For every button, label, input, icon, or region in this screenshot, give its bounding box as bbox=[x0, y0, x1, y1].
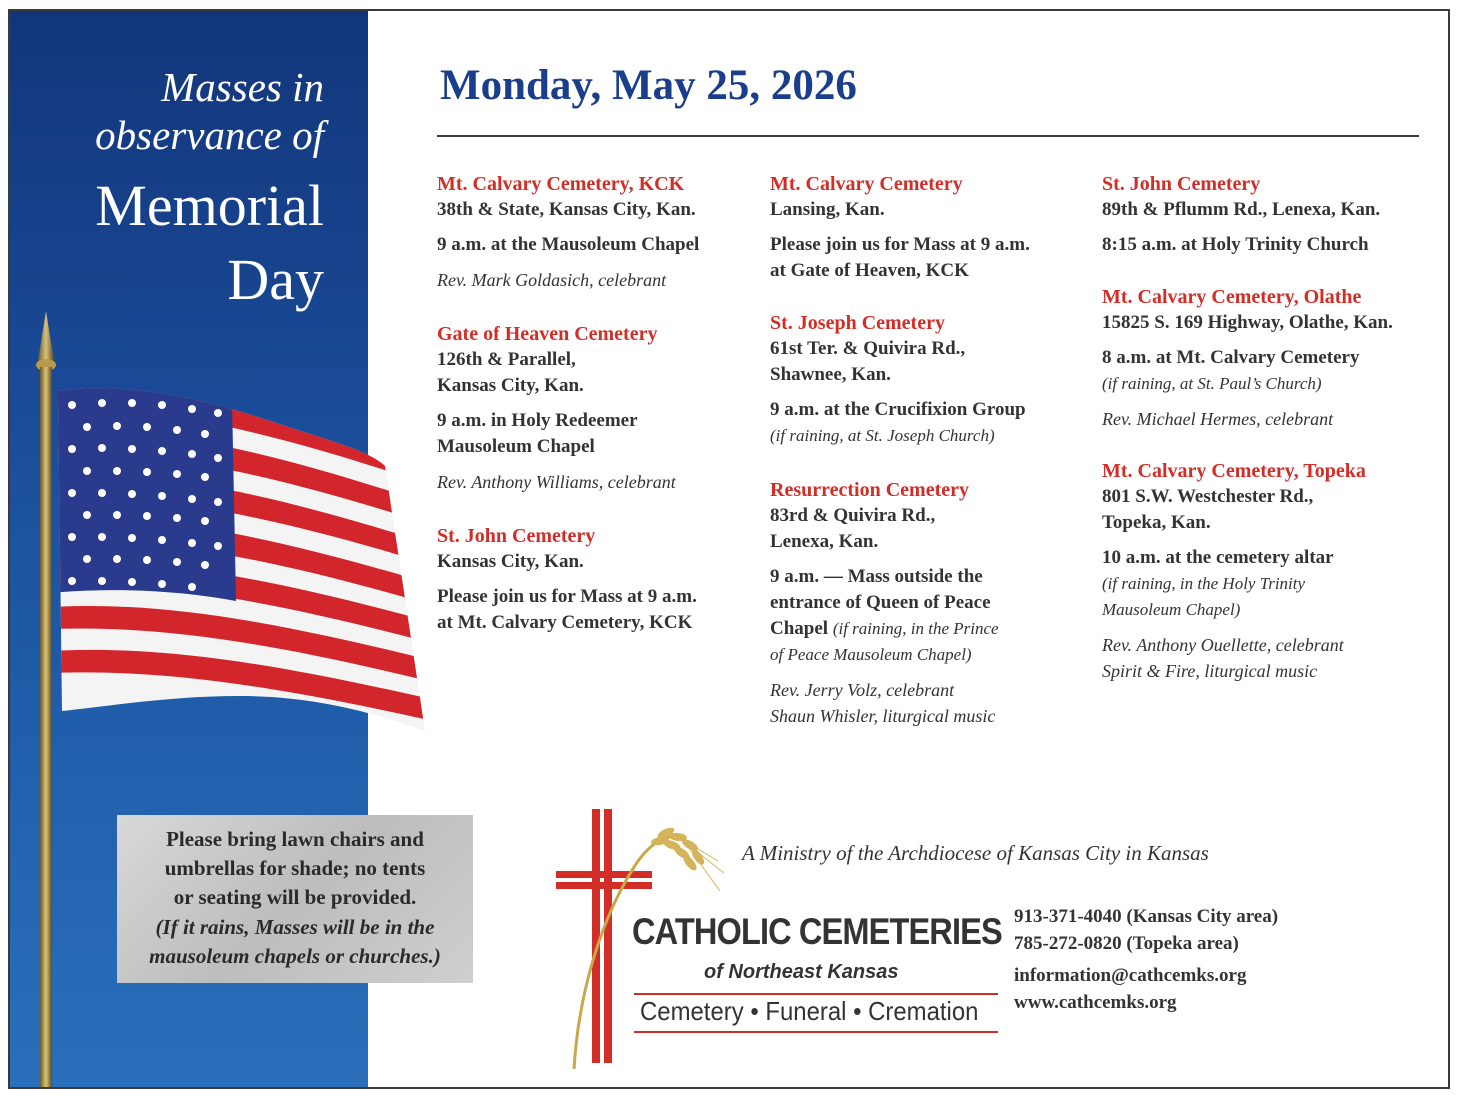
cemetery-entry bbox=[770, 477, 1090, 729]
cemetery-address: Lenexa, Kan. bbox=[770, 531, 879, 552]
memorial-day-ad bbox=[8, 9, 1450, 1089]
headline-line-1: Masses in bbox=[161, 64, 324, 110]
cemetery-name: St. John Cemetery bbox=[437, 525, 596, 547]
notice-line: or seating will be provided. bbox=[173, 885, 417, 909]
mass-time-line: entrance of Queen of Peace bbox=[770, 592, 991, 613]
mass-time-line: at Gate of Heaven, KCK bbox=[770, 260, 969, 281]
notice-line: Please bring lawn chairs and bbox=[166, 827, 424, 851]
cemetery-address: 89th & Pflumm Rd., Lenexa, Kan. bbox=[1102, 199, 1381, 220]
mass-time: 10 a.m. at the cemetery altar bbox=[1102, 547, 1334, 568]
celebrant: Rev. Jerry Volz, celebrant bbox=[770, 680, 955, 700]
headline-memorial: Memorial bbox=[95, 173, 324, 238]
ministry-tagline: A Ministry of the Archdiocese of Kansas City in Kansas bbox=[742, 841, 1209, 865]
flag-pole bbox=[40, 367, 52, 1089]
cemetery-address: Lansing, Kan. bbox=[770, 199, 885, 220]
cemetery-address: Topeka, Kan. bbox=[1102, 512, 1211, 533]
rain-location: of Peace Mausoleum Chapel) bbox=[770, 645, 972, 664]
cemetery-address: 801 S.W. Westchester Rd., bbox=[1102, 486, 1314, 507]
cemetery-name: Resurrection Cemetery bbox=[770, 479, 969, 501]
rain-location: (if raining, at St. Joseph Church) bbox=[770, 426, 995, 445]
celebrant: Rev. Anthony Ouellette, celebrant bbox=[1102, 635, 1344, 655]
logo-rule-bottom bbox=[634, 1031, 998, 1033]
mass-time bbox=[437, 408, 757, 460]
mass-time-line: Please join us for Mass at 9 a.m. bbox=[770, 234, 1030, 255]
mass-time bbox=[437, 584, 757, 636]
cemetery-name: St. Joseph Cemetery bbox=[770, 312, 945, 334]
cemetery-entry bbox=[770, 171, 1090, 284]
cemetery-address: Shawnee, Kan. bbox=[770, 364, 891, 385]
mass-time-line: at Mt. Calvary Cemetery, KCK bbox=[437, 612, 693, 633]
rain-location: Mausoleum Chapel) bbox=[1102, 600, 1241, 619]
cemetery-address: Kansas City, Kan. bbox=[437, 551, 584, 572]
mass-time-line: 9 a.m. in Holy Redeemer bbox=[437, 410, 638, 431]
cemetery-address: 38th & State, Kansas City, Kan. bbox=[437, 199, 696, 220]
org-subtitle: of Northeast Kansas bbox=[704, 961, 899, 983]
mass-time-line bbox=[770, 616, 1090, 642]
cemetery-entry bbox=[437, 523, 757, 636]
phone-kc: 913-371-4040 (Kansas City area) bbox=[1014, 906, 1279, 927]
rain-location: (if raining, at St. Paul’s Church) bbox=[1102, 374, 1322, 393]
email-link[interactable]: information@cathcemks.org bbox=[1014, 965, 1247, 986]
cemetery-name: Mt. Calvary Cemetery, KCK bbox=[437, 173, 685, 195]
divider bbox=[437, 135, 1419, 137]
mass-time-line: 9 a.m. — Mass outside the bbox=[770, 566, 983, 587]
headline-day: Day bbox=[227, 247, 324, 312]
cemetery-entry bbox=[1102, 171, 1422, 258]
cemetery-address: Kansas City, Kan. bbox=[437, 375, 584, 396]
mass-time-bold: Chapel bbox=[770, 618, 833, 639]
music-credit: Shaun Whisler, liturgical music bbox=[770, 706, 996, 726]
cemetery-address: 126th & Parallel, bbox=[437, 349, 576, 370]
mass-time: 8:15 a.m. at Holy Trinity Church bbox=[1102, 234, 1369, 255]
cemetery-entry bbox=[1102, 458, 1422, 684]
org-services: Cemetery • Funeral • Cremation bbox=[640, 996, 979, 1026]
rain-notice-line: (If it rains, Masses will be in the bbox=[155, 915, 435, 939]
phone-topeka: 785-272-0820 (Topeka area) bbox=[1014, 933, 1239, 954]
music-credit: Spirit & Fire, liturgical music bbox=[1102, 661, 1318, 681]
mass-time-line: Mausoleum Chapel bbox=[437, 436, 595, 457]
lawn-chair-notice bbox=[117, 815, 473, 983]
pole-finial bbox=[38, 311, 54, 361]
mass-time: 9 a.m. at the Mausoleum Chapel bbox=[437, 234, 700, 255]
rain-location: (if raining, in the Prince bbox=[832, 619, 999, 638]
schedule-column-1 bbox=[437, 171, 757, 658]
date-heading: Monday, May 25, 2026 bbox=[440, 62, 857, 109]
cemetery-address: 15825 S. 169 Highway, Olathe, Kan. bbox=[1102, 312, 1393, 333]
mass-time: 8 a.m. at Mt. Calvary Cemetery bbox=[1102, 347, 1360, 368]
cemetery-name: St. John Cemetery bbox=[1102, 173, 1261, 195]
rain-location: (if raining, in the Holy Trinity bbox=[1102, 574, 1306, 593]
rain-notice-line: mausoleum chapels or churches.) bbox=[149, 944, 441, 968]
celebrant: Rev. Michael Hermes, celebrant bbox=[1102, 409, 1334, 429]
cemetery-entry bbox=[437, 171, 757, 293]
cemetery-name: Mt. Calvary Cemetery, Topeka bbox=[1102, 460, 1366, 482]
website-link[interactable]: www.cathcemks.org bbox=[1014, 992, 1177, 1013]
cemetery-address: 61st Ter. & Quivira Rd., bbox=[770, 338, 966, 359]
cemetery-address: 83rd & Quivira Rd., bbox=[770, 505, 936, 526]
headline-line-2: observance of bbox=[95, 112, 324, 158]
mass-time bbox=[770, 232, 1090, 284]
org-title: CATHOLIC CEMETERIES bbox=[632, 911, 1002, 952]
mass-time bbox=[770, 564, 1090, 642]
schedule-column-2 bbox=[770, 171, 1090, 751]
contact-info bbox=[1014, 903, 1278, 1016]
cemetery-name: Gate of Heaven Cemetery bbox=[437, 323, 658, 345]
cemetery-entry bbox=[437, 321, 757, 495]
celebrant: Rev. Anthony Williams, celebrant bbox=[437, 472, 676, 492]
logo-rule-top bbox=[634, 993, 998, 995]
flag-cloth bbox=[10, 361, 450, 761]
celebrant: Rev. Mark Goldasich, celebrant bbox=[437, 270, 667, 290]
cemetery-entry bbox=[1102, 284, 1422, 432]
mass-time-line: Please join us for Mass at 9 a.m. bbox=[437, 586, 697, 607]
cemetery-entry bbox=[770, 310, 1090, 449]
notice-line: umbrellas for shade; no tents bbox=[164, 856, 426, 880]
cemetery-name: Mt. Calvary Cemetery bbox=[770, 173, 963, 195]
cemetery-name: Mt. Calvary Cemetery, Olathe bbox=[1102, 286, 1362, 308]
schedule-column-3 bbox=[1102, 171, 1422, 706]
mass-time: 9 a.m. at the Crucifixion Group bbox=[770, 399, 1026, 420]
